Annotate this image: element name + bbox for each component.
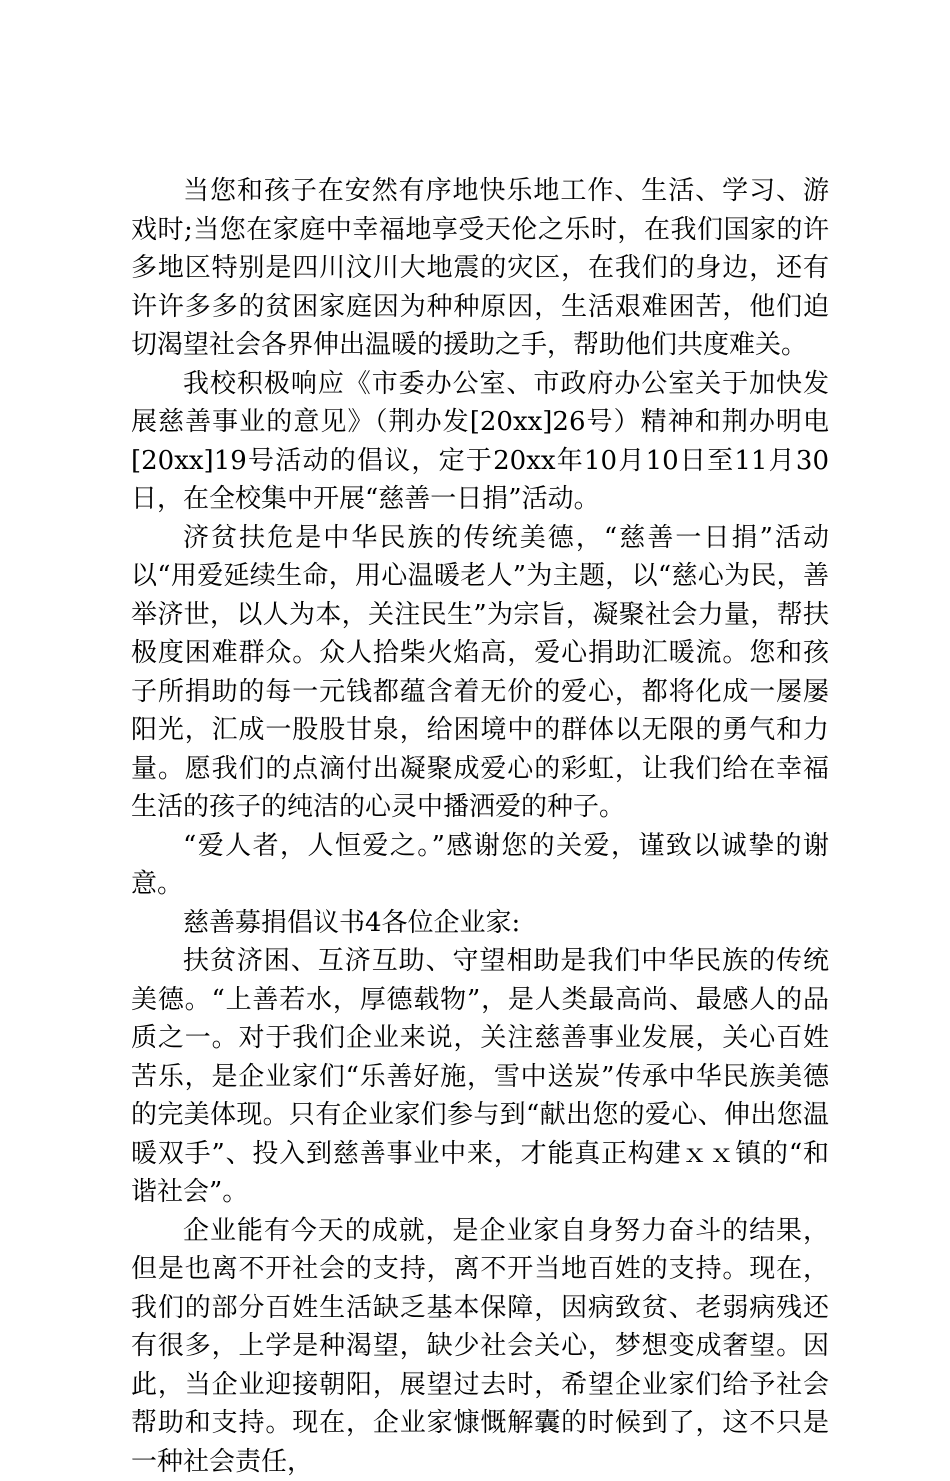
paragraph-thanks: “爱人者，人恒爱之。”感谢您的关爱，谨致以诚挚的谢意。 — [131, 827, 829, 904]
document-body — [131, 172, 829, 1481]
paragraph-enterprise-virtue: 扶贫济困、互济互助、守望相助是我们中华民族的传统美德。“上善若水，厚德载物”，是人类最高尚、最感人的品质之一。对于我们企业来说，关注慈善事业发展，关心百姓苦乐，是企业家们“乐善好施，雪中送炭”传承中华民族美德的完美体现。只有企业家们参与到“献出您的爱心、伸出您温暖双手”、投入到慈善事业中来，才能真正构建ｘｘ镇的“和谐社会”。 — [131, 942, 829, 1212]
paragraph-charity-theme: 济贫扶危是中华民族的传统美德，“慈善一日捐”活动以“用爱延续生命，用心温暖老人”为主题，以“慈心为民，善举济世，以人为本，关注民生”为宗旨，凝聚社会力量，帮扶极度困难群众。众人拾柴火焰高，爱心捐助汇暖流。您和孩子所捐助的每一元钱都蕴含着无价的爱心，都将化成一屡屡阳光，汇成一股股甘泉，给困境中的群体以无限的勇气和力量。愿我们的点滴付出凝聚成爱心的彩虹，让我们给在幸福生活的孩子的纯洁的心灵中播洒爱的种子。 — [131, 519, 829, 827]
paragraph-disaster-appeal: 当您和孩子在安然有序地快乐地工作、生活、学习、游戏时;当您在家庭中幸福地享受天伦之乐时，在我们国家的许多地区特别是四川汶川大地震的灾区，在我们的身边，还有许许多多的贫困家庭因为种种原因，生活艰难困苦，他们迫切渴望社会各界伸出温暖的援助之手，帮助他们共度难关。 — [131, 172, 829, 365]
paragraph-section-heading: 慈善募捐倡议书4各位企业家: — [131, 904, 829, 943]
paragraph-school-response: 我校积极响应《市委办公室、市政府办公室关于加快发展慈善事业的意见》（荆办发[20xx]26号）精神和荆办明电[20xx]19号活动的倡议，定于20xx年10月10日至11月30日，在全校集中开展“慈善一日捐”活动。 — [131, 365, 829, 519]
paragraph-enterprise-responsibility: 企业能有今天的成就，是企业家自身努力奋斗的结果，但是也离不开社会的支持，离不开当地百姓的支持。现在，我们的部分百姓生活缺乏基本保障，因病致贫、老弱病残还有很多，上学是种渴望，缺少社会关心，梦想变成奢望。因此，当企业迎接朝阳，展望过去时，希望企业家们给予社会帮助和支持。现在，企业家慷慨解囊的时候到了，这不只是一种社会责任， — [131, 1212, 829, 1481]
